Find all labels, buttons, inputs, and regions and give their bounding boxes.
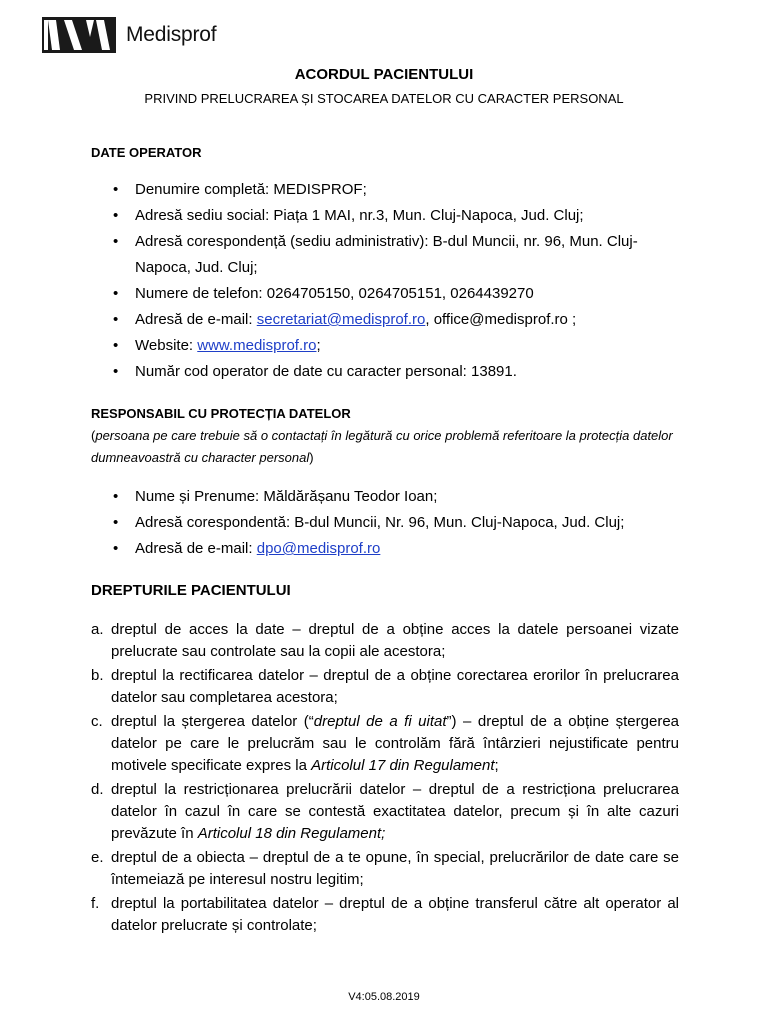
operator-heading: DATE OPERATOR — [91, 145, 202, 160]
list-item: • Adresă de e-mail: secretariat@medisprof.ro, office@medisprof.ro ; — [91, 307, 691, 333]
dpo-heading: RESPONSABIL CU PROTECȚIA DATELOR — [91, 406, 351, 421]
document-title: ACORDUL PACIENTULUI — [294, 66, 474, 83]
list-item: • Website: www.medisprof.ro; — [91, 333, 691, 359]
version-footer: V4:05.08.2019 — [348, 991, 420, 1003]
email-link[interactable]: secretariat@medisprof.ro — [256, 311, 426, 328]
list-item: c. dreptul la ștergerea datelor (“dreptul de a fi uitat”) – dreptul de a obține ștergerea datelor pe care le prelucrăm sau le controlăm fără întârzieri nejustificate pentru motivele specificate expres la Articolul 17 din Regulament; — [91, 713, 680, 774]
dpo-note: (persoana pe care trebuie să o contactați în legătură cu orice problemă referitoare la protecția datelor dumneavoastră cu character personal) — [91, 428, 673, 465]
list-item: • Nume și Prenume: Măldărășanu Teodor Ioan; — [91, 484, 691, 510]
dpo-email-link[interactable]: dpo@medisprof.ro — [256, 540, 381, 557]
list-item: • Denumire completă: MEDISPROF; — [91, 177, 691, 203]
website-link[interactable]: www.medisprof.ro — [197, 337, 317, 354]
list-item: • Numere de telefon: 0264705150, 0264705151, 0264439270 — [91, 281, 691, 307]
dpo-list — [91, 484, 691, 562]
rights-heading: DREPTURILE PACIENTULUI — [91, 582, 291, 599]
list-item: b. dreptul la rectificarea datelor – dreptul de a obține corectarea erorilor în prelucrarea datelor sau completarea acestora; — [91, 667, 679, 706]
list-item: a. dreptul de acces la date – dreptul de a obține acces la datele persoanei vizate prelucrate sau controlate sau la copii ale acestora; — [91, 621, 679, 660]
document-subtitle: PRIVIND PRELUCRAREA ȘI STOCAREA DATELOR CU CARACTER PERSONAL — [144, 91, 624, 106]
list-item: • Adresă corespondentă: B-dul Muncii, Nr. 96, Mun. Cluj-Napoca, Jud. Cluj; — [91, 510, 691, 536]
rights-list — [91, 619, 679, 939]
list-item: e. dreptul de a obiecta – dreptul de a te opune, în special, prelucrărilor de date care se întemeiază pe interesul nostru legitim; — [91, 849, 679, 888]
list-item: d. dreptul la restricționarea prelucrării datelor – dreptul de a restricționa prelucrarea datelor în cazul în care se contestă exactitatea datelor, precum și în alte cazuri prevăzute în Articolul 18 din Regulament; — [91, 781, 679, 842]
list-item: • Adresă sediu social: Piața 1 MAI, nr.3, Mun. Cluj-Napoca, Jud. Cluj; — [91, 203, 691, 229]
operator-list — [91, 177, 691, 385]
list-item: • Adresă de e-mail: dpo@medisprof.ro — [91, 536, 691, 562]
list-item: • Număr cod operator de date cu caracter personal: 13891. — [91, 359, 691, 385]
brand-name: Medisprof — [126, 23, 217, 46]
company-logo — [42, 17, 216, 53]
medisprof-logo-icon — [42, 17, 116, 53]
list-item: • Adresă corespondență (sediu administrativ): B-dul Muncii, nr. 96, Mun. Cluj-Napoca, Jud. Cluj; — [91, 229, 691, 281]
list-item: f. dreptul la portabilitatea datelor – dreptul de a obține transferul către alt operator al datelor prelucrate și controlate; — [91, 895, 679, 934]
